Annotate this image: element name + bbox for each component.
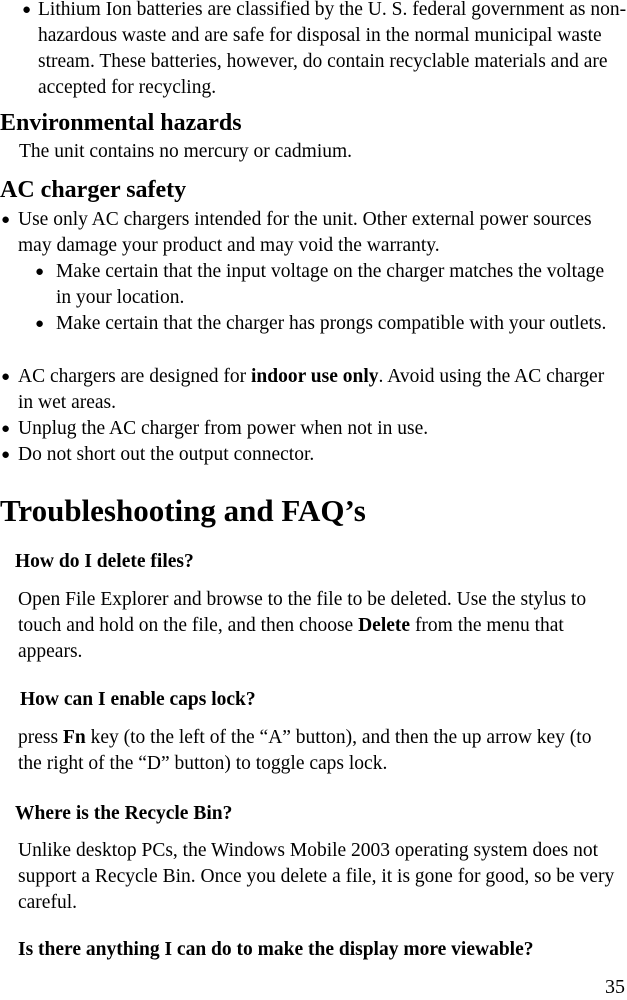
ac-safety-heading: AC charger safety	[0, 177, 187, 203]
bullet-icon: ●	[35, 316, 45, 332]
ac-item-2	[0, 364, 618, 416]
faq-question-caps: How can I enable caps lock?	[20, 689, 256, 710]
faq-answer-delete-post: from the menu that appears.	[18, 615, 564, 662]
faq-answer-delete	[18, 587, 622, 665]
ac-subitem-1	[0, 259, 616, 311]
ac-subitem-2	[0, 311, 616, 337]
environmental-heading: Environmental hazards	[0, 110, 242, 136]
faq-question-delete: How do I delete files?	[15, 551, 194, 572]
ac-item-2-text-bold: indoor use only	[251, 366, 379, 387]
ac-item-3-text: Unplug the AC charger from power when not in use.	[18, 418, 429, 439]
faq-answer-caps-bold: Fn	[62, 727, 86, 748]
page-number: 35	[605, 976, 625, 998]
faq-answer-recycle-bin: Unlike desktop PCs, the Windows Mobile 2003 operating system does not support a Recycle Bin. Once you delete a file, it is gone for good, so be very careful.	[18, 840, 615, 913]
ac-item-1	[0, 207, 618, 259]
faq-question-recycle-bin: Where is the Recycle Bin?	[15, 803, 233, 824]
ac-item-3	[0, 416, 618, 442]
faq-answer-caps-pre: press	[18, 727, 63, 748]
faq-answer-caps-post: key (to the left of the “A” button), and then the up arrow key (to the right of the “D” button) to toggle caps lock.	[18, 727, 592, 774]
faq-question-display: Is there anything I can do to make the display more viewable?	[18, 939, 534, 960]
ac-item-1-text: Use only AC chargers intended for the unit. Other external power sources may damage your product and may void the warranty.	[18, 209, 592, 256]
bullet-icon: ●	[1, 421, 11, 437]
ac-item-4	[0, 442, 618, 468]
environmental-text: The unit contains no mercury or cadmium.	[19, 141, 353, 162]
ac-item-4-text: Do not short out the output connector.	[18, 444, 315, 465]
ac-subitem-1-text: Make certain that the input voltage on the charger matches the voltage in your location.	[56, 261, 605, 308]
faq-answer-delete-pre: Open File Explorer and browse to the file to be deleted. Use the stylus to touch and hold on the file, and then choose	[18, 589, 587, 636]
faq-answer-delete-bold: Delete	[358, 615, 411, 636]
faq-answer-caps	[18, 725, 608, 777]
recycling-text: Lithium Ion batteries are classified by the U. S. federal government as non-hazardous waste and are safe for disposal in the normal municipal waste stream. These batteries, however, do contain recyclable materials and are accepted for recycling.	[38, 0, 627, 98]
bullet-icon: ●	[22, 2, 32, 18]
bullet-icon: ●	[35, 264, 45, 280]
bullet-icon: ●	[1, 447, 11, 463]
ac-item-2-text-pre: AC chargers are designed for	[18, 366, 252, 387]
recycling-bullet	[0, 0, 627, 101]
troubleshooting-heading: Troubleshooting and FAQ’s	[0, 493, 366, 528]
ac-subitem-2-text: Make certain that the charger has prongs compatible with your outlets.	[56, 313, 607, 334]
ac-item-2-text-post: . Avoid using the AC charger in wet areas.	[18, 366, 605, 413]
bullet-icon: ●	[1, 369, 11, 385]
bullet-icon: ●	[1, 212, 11, 228]
